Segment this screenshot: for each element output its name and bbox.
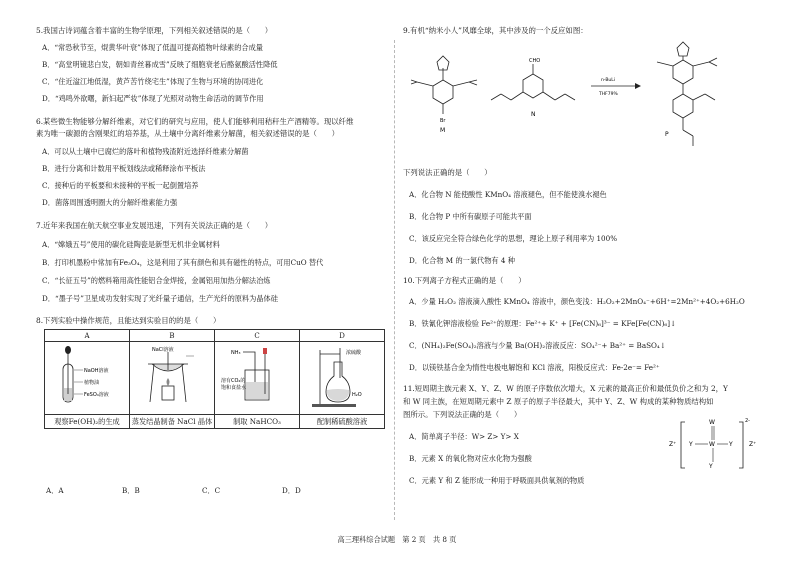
label-nh3: NH₃ [231, 350, 241, 356]
q11-option-a: A．简单离子半径：W> Z> Y> X [409, 432, 519, 441]
q9-stem: 9.有机“纳米小人”风靡全球，其中涉及的一个反应如图： [403, 26, 588, 35]
label-charge: 2- [745, 418, 750, 424]
label-z-right: Z⁺ [749, 441, 757, 448]
label-h2so4: 浓硫酸 [346, 350, 362, 356]
q8-experiment-table [44, 329, 385, 429]
q11-stem-1: 11.短周期主族元素 X、Y、Z、W 的原子序数依次增大，X 元素的最高正价和最低负价之和为 2，Y [403, 384, 728, 393]
q7-stem: 7.近年来我国在航天航空事业发展迅速，下列有关说法正确的是（ ） [36, 221, 273, 230]
q6-option-b: B．进行分离和计数用平板划线法或稀释涂布平板法 [42, 164, 206, 173]
q8-stem: 8.下列实验中操作规范，且能达到实验目的的是（ ） [36, 316, 221, 325]
q9-option-a: A．化合物 N 能使酸性 KMnO₄ 溶液褪色，但不能使溴水褪色 [409, 190, 607, 199]
label-y-bottom: Y [709, 463, 713, 470]
label-brine: 饱和食盐水 [221, 385, 247, 391]
q7-option-c: C．“长征五号”的燃料箱用高性能铝合金焊接，金属铝用加热分解法冶炼 [42, 276, 271, 285]
q9-reaction-scheme [403, 36, 769, 156]
q7-option-b: B．打印机墨粉中常加有Fe₃O₄，这是利用了其有颜色和具有磁性的特点，可用CuO 替代 [42, 258, 324, 267]
q6-stem-1: 6.某些微生物能够分解纤维素，对它们的研究与应用，使人们能够利用秸秆生产酒精等。现以纤维 [36, 117, 354, 126]
q11-option-b: B．元素 X 的氧化物对应水化物为强酸 [409, 454, 532, 463]
q6-option-a: A．可以从土壤中已腐烂的落叶和植物残渣附近选择纤维素分解菌 [42, 147, 249, 156]
q10-option-b: B．铁氰化钾溶液检验 Fe²⁺的原理：Fe²⁺+ K⁺ + [Fe(CN)₆]³⁻ = KFe[Fe(CN)₆]↓ [409, 319, 677, 328]
label-h2o: H₂O [352, 392, 362, 398]
q5-option-c: C．“住近湓江地低湿，黄芦苦竹绕宅生”体现了生物与环境的协同进化 [42, 77, 264, 86]
q8-caption-a: 观察Fe(OH)₂的生成 [45, 415, 130, 429]
label-nacl: NaCl溶液 [152, 347, 174, 353]
q8-apparatus-d [300, 342, 385, 415]
label-z-left: Z⁺ [669, 441, 677, 448]
q8-header-a: A [45, 330, 130, 342]
q9-option-c: C．该反应完全符合绿色化学的思想，理论上原子利用率为 100% [409, 234, 618, 243]
q7-option-d: D．“墨子号”卫星成功发射实现了光纤量子通信，生产光纤的原料为晶体硅 [42, 294, 278, 303]
q11-stem-2: 和 W 同主族，在短周期元素中 Z 原子的原子半径最大，其中 Y、Z、W 构成的某种物质结构如 [403, 397, 714, 406]
svg-text:CHO: CHO [529, 58, 541, 64]
page-footer: 高三理科综合试题 第 2 页 共 8 页 [337, 535, 457, 544]
q8-answer-b: B．B [122, 486, 140, 495]
label-cond1: n-BuLi [601, 78, 616, 83]
q9-question: 下列说法正确的是（ ） [403, 168, 492, 177]
q10-option-d: D．以镁铁基合金为惰性电极电解饱和 KCl 溶液，阳极反应式：Fe-2e⁻= Fe²⁺ [409, 363, 660, 372]
q10-option-a: A．少量 H₂O₂ 溶液滴入酸性 KMnO₄ 溶液中，颜色变浅：H₂O₂+2MnO₄⁻+6H⁺=2Mn²⁺+4O₂+6H₂O [409, 297, 745, 306]
q5-option-d: D．“鸡鸣外欲曙，新妇起严妆”体现了光照对动物生命活动的调节作用 [42, 94, 264, 103]
q9-option-d: D．化合物 M 的一氯代物有 4 种 [409, 256, 515, 265]
label-p: P [665, 131, 669, 138]
q10-stem: 10.下列离子方程式正确的是（ ） [403, 276, 526, 285]
q8-answer-c: C．C [202, 486, 221, 495]
q6-option-c: C．接种后的平板要和未接种的平板一起倒置培养 [42, 181, 199, 190]
column-divider [394, 40, 395, 520]
q5-option-b: B．“高堂明镜悲白发，朝如青丝暮成雪”反映了细胞衰老后酪氨酸活性降低 [42, 60, 278, 69]
svg-text:Br: Br [440, 118, 446, 124]
label-y-left: Y [689, 441, 693, 448]
q8-caption-c: 制取 NaHCO₃ [215, 415, 300, 429]
q8-answer-d: D．D [282, 486, 301, 495]
q8-header-b: B [130, 330, 215, 342]
q8-apparatus-b [130, 342, 215, 415]
q7-option-a: A．“嫦娥五号”使用的碳化硅陶瓷是新型无机非金属材料 [42, 240, 220, 249]
q8-caption-b: 蒸发结晶制备 NaCl 晶体 [130, 415, 215, 429]
q8-header-c: C [215, 330, 300, 342]
q9-option-b: B．化合物 P 中所有碳原子可能共平面 [409, 212, 532, 221]
q10-option-c: C．(NH₄)₂Fe(SO₄)₂溶液与少量 Ba(OH)₂溶液反应：SO₄²⁻+ Ba²⁺ = BaSO₄↓ [409, 341, 666, 350]
q8-apparatus-c [215, 342, 300, 415]
q8-header-d: D [300, 330, 385, 342]
label-cond2: THF79% [599, 92, 618, 97]
q11-option-c: C．元素 Y 和 Z 能形成一种用于呼吸面具供氧剂的物质 [409, 476, 585, 485]
label-n: N [531, 111, 536, 118]
q5-option-a: A．“常恐秋节至，焜黄华叶衰”体现了低温可提高植物叶绿素的合成量 [42, 43, 263, 52]
label-oil: 植物油 [84, 380, 100, 386]
q6-stem-2: 素为唯一碳源的含刚果红的培养基，从土壤中分离纤维素分解菌，相关叙述错误的是（ ） [36, 129, 340, 138]
q6-option-d: D．菌落周围透明圈大的分解纤维素能力强 [42, 198, 178, 207]
label-w-center: W [709, 441, 715, 448]
label-m: M [440, 127, 446, 134]
label-w-top: W [709, 419, 715, 426]
q11-stem-3: 图所示。下列说法正确的是（ ） [403, 410, 522, 419]
q8-caption-d: 配制稀硫酸溶液 [300, 415, 385, 429]
q5-stem: 5.我国古诗词蕴含着丰富的生物学原理，下列相关叙述错误的是（ ） [36, 26, 273, 35]
label-naoh: NaOH溶液 [84, 368, 109, 374]
label-y-right: Y [729, 441, 733, 448]
q8-answer-a: A．A [46, 486, 64, 495]
q11-structure-diagram [665, 410, 765, 480]
label-feso4: FeSO₄溶液 [84, 392, 109, 398]
label-co2: 溶有CO₂的 [221, 378, 246, 384]
q8-apparatus-a [45, 342, 130, 415]
